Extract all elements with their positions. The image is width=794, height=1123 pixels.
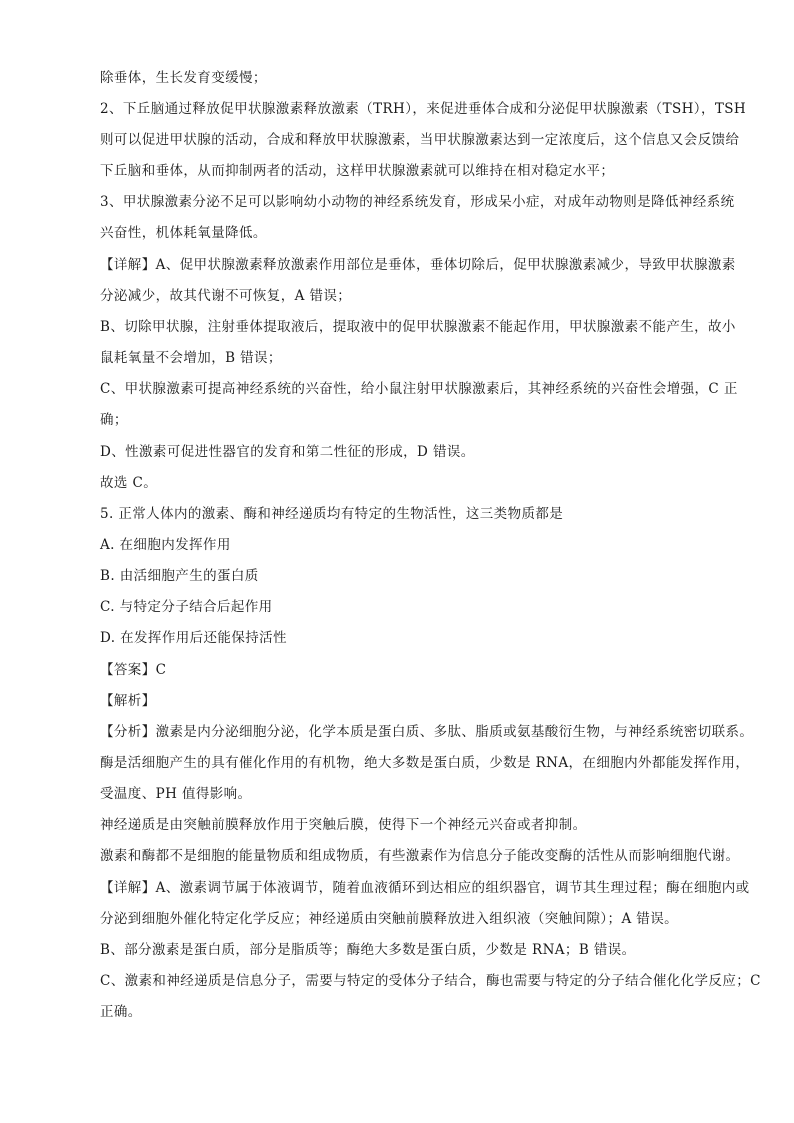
text-line: C、激素和神经递质是信息分子，需要与特定的受体分子结合，酶也需要与特定的分子结合催化化学反应；C xyxy=(100,973,761,989)
text-line: 受温度、PH 值得影响。 xyxy=(100,786,252,802)
text-line: 神经递质是由突触前膜释放作用于突触后膜，使得下一个神经元兴奋或者抑制。 xyxy=(100,817,587,833)
text-line: 故选 C。 xyxy=(100,475,158,491)
option-c: C. 与特定分子结合后起作用 xyxy=(100,599,273,615)
text-line: 分泌到细胞外催化特定化学反应；神经递质由突触前膜释放进入组织液（突触间隙）；A 错误。 xyxy=(100,911,678,927)
option-b: B. 由活细胞产生的蛋白质 xyxy=(100,568,259,584)
text-line: 兴奋性，机体耗氧量降低。 xyxy=(100,225,267,241)
text-line: 除垂体，生长发育变缓慢； xyxy=(100,70,267,86)
option-d: D. 在发挥作用后还能保持活性 xyxy=(100,630,287,646)
text-line: 则可以促进甲状腺的活动，合成和释放甲状腺激素，当甲状腺激素达到一定浓度后，这个信息又会反馈给 xyxy=(100,132,740,148)
text-line: 【详解】A、激素调节属于体液调节，随着血液循环到达相应的组织器官，调节其生理过程；酶在细胞内或 xyxy=(100,880,750,896)
text-line: 鼠耗氧量不会增加，B 错误； xyxy=(100,350,282,366)
text-line: 确； xyxy=(100,412,128,428)
text-line: 激素和酶都不是细胞的能量物质和组成物质，有些激素作为信息分子能改变酶的活性从而影响细胞代谢。 xyxy=(100,848,740,864)
text-line: 【详解】A、促甲状腺激素释放激素作用部位是垂体，垂体切除后，促甲状腺激素减少，导致甲状腺激素 xyxy=(100,257,736,273)
text-line: B、部分激素是蛋白质，部分是脂质等；酶绝大多数是蛋白质，少数是 RNA；B 错误。 xyxy=(100,942,636,958)
question-stem: 5. 正常人体内的激素、酶和神经递质均有特定的生物活性，这三类物质都是 xyxy=(100,506,564,522)
text-line: 分泌减少，故其代谢不可恢复，A 错误； xyxy=(100,288,352,304)
option-a: A. 在细胞内发挥作用 xyxy=(100,537,231,553)
text-line: 2、下丘脑通过释放促甲状腺激素释放激素（TRH），来促进垂体合成和分泌促甲状腺激素（TSH），TSH xyxy=(100,101,747,117)
text-line: C、甲状腺激素可提高神经系统的兴奋性，给小鼠注射甲状腺激素后，其神经系统的兴奋性会增强，C 正 xyxy=(100,381,738,397)
text-line: 【分析】激素是内分泌细胞分泌，化学本质是蛋白质、多肽、脂质或氨基酸衍生物，与神经系统密切联系。 xyxy=(100,724,754,740)
text-line: 酶是活细胞产生的具有催化作用的有机物，绝大多数是蛋白质，少数是 RNA，在细胞内外都能发挥作用， xyxy=(100,755,750,771)
analysis-heading: 【解析】 xyxy=(100,693,156,709)
text-line: 下丘脑和垂体，从而抑制两者的活动，这样甲状腺激素就可以维持在相对稳定水平； xyxy=(100,163,615,179)
answer-line: 【答案】C xyxy=(100,662,167,678)
text-line: 3、甲状腺激素分泌不足可以影响幼小动物的神经系统发育，形成呆小症，对成年动物则是降低神经系统 xyxy=(100,194,735,210)
text-line: D、性激素可促进性器官的发育和第二性征的形成，D 错误。 xyxy=(100,444,475,460)
text-line: 正确。 xyxy=(100,1004,142,1020)
text-line: B、切除甲状腺，注射垂体提取液后，提取液中的促甲状腺激素不能起作用，甲状腺激素不能产生，故小 xyxy=(100,319,736,335)
